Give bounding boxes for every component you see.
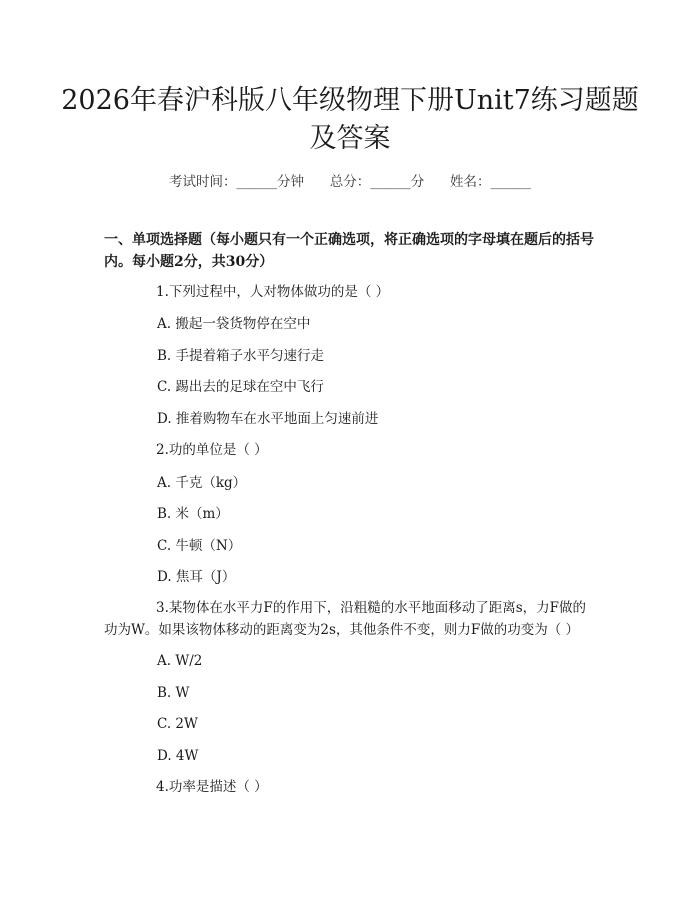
question-number: 1. — [156, 284, 169, 300]
document-title: 2026年春沪科版八年级物理下册Unit7练习题题及答案 — [61, 85, 639, 154]
question-number: 4. — [156, 779, 169, 795]
question-text: 某物体在水平力F的作用下，沿粗糙的水平地面移动了距离s，力F做的功为W。如果该物体移动的距离变为2s，其他条件不变，则力F做的功变为（ ） — [104, 600, 587, 638]
question-3-option-d: D. 4W — [157, 748, 199, 764]
question-1 — [104, 281, 596, 303]
question-2-option-a: A. 千克（kg） — [157, 475, 247, 491]
question-1-option-d: D. 推着购物车在水平地面上匀速前进 — [157, 411, 379, 427]
question-1-option-a: A. 搬起一袋货物停在空中 — [157, 316, 311, 332]
question-2-option-b: B. 米（m） — [157, 506, 229, 522]
question-text: 功率是描述（ ） — [168, 779, 268, 795]
question-2-option-d: D. 焦耳（J） — [157, 569, 236, 585]
question-text: 下列过程中，人对物体做功的是（ ） — [168, 284, 390, 300]
question-3-option-a: A. W/2 — [157, 653, 203, 669]
question-number: 2. — [156, 442, 169, 458]
question-3-option-c: C. 2W — [157, 716, 198, 732]
question-text: 功的单位是（ ） — [168, 442, 268, 458]
question-2-option-c: C. 牛顿（N） — [157, 538, 242, 554]
question-3 — [104, 597, 596, 641]
question-number: 3. — [156, 600, 169, 616]
question-2 — [104, 439, 596, 461]
question-3-option-b: B. W — [157, 685, 190, 701]
section-heading-single-choice: 一、单项选择题（每小题只有一个正确选项，将正确选项的字母填在题后的括号内。每小题2分，共30分） — [104, 232, 594, 270]
question-1-option-c: C. 踢出去的足球在空中飞行 — [157, 379, 324, 395]
question-4 — [104, 776, 596, 798]
question-1-option-b: B. 手提着箱子水平匀速行走 — [157, 348, 325, 364]
exam-info-line: 考试时间：______分钟 总分：______分 姓名：______ — [169, 174, 531, 190]
